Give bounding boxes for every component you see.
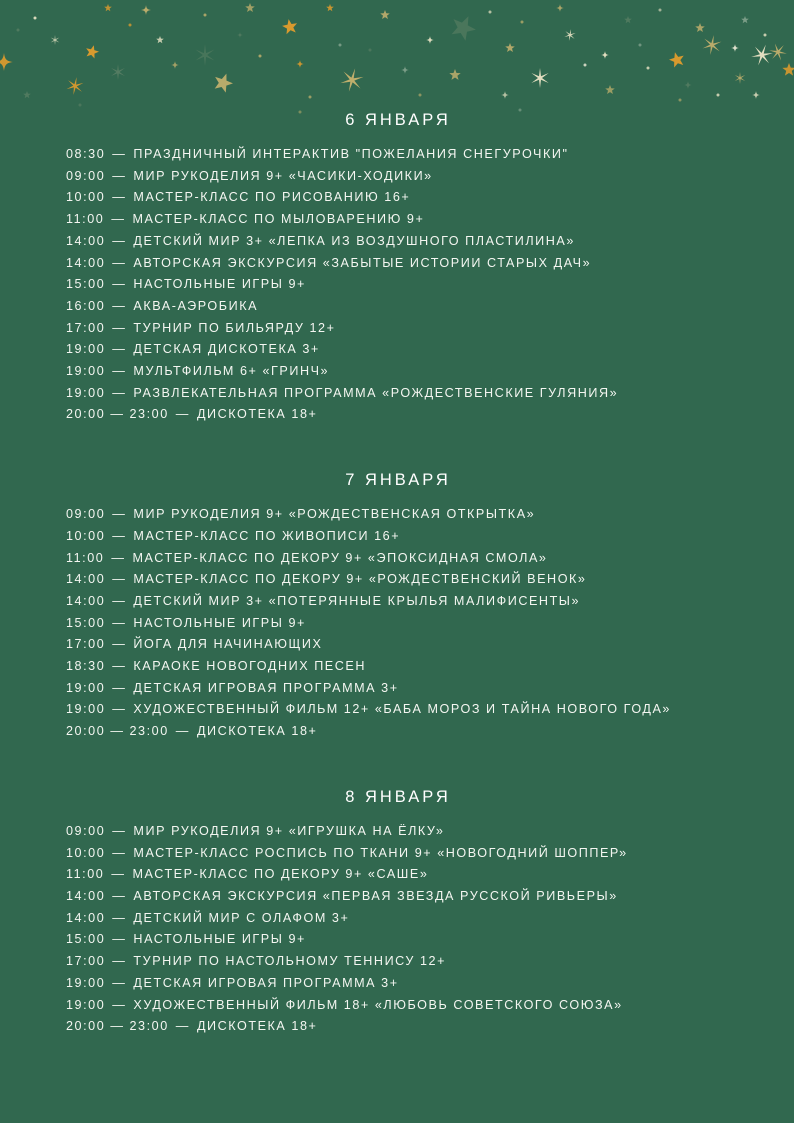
event-title: МАСТЕР-КЛАСС РОСПИСЬ ПО ТКАНИ 9+ «НОВОГОДНИЙ ШОППЕР»	[133, 845, 628, 860]
event-title: МАСТЕР-КЛАСС ПО РИСОВАНИЮ 16+	[133, 190, 411, 205]
event-row	[66, 526, 730, 548]
dash-separator: —	[111, 550, 126, 565]
event-row	[66, 929, 730, 951]
event-title: ПРАЗДНИЧНЫЙ ИНТЕРАКТИВ "ПОЖЕЛАНИЯ СНЕГУРОЧКИ"	[133, 147, 569, 161]
event-time: 14:00	[66, 593, 106, 608]
dash-separator: —	[112, 615, 127, 630]
event-row	[66, 613, 730, 635]
dash-separator: —	[112, 507, 127, 522]
event-title: ДЕТСКАЯ ДИСКОТЕКА 3+	[133, 342, 320, 357]
dash-separator: —	[112, 168, 127, 183]
event-title: ДИСКОТЕКА 18+	[196, 724, 318, 739]
event-title: МИР РУКОДЕЛИЯ 9+ «ЧАСИКИ-ХОДИКИ»	[133, 168, 433, 183]
dash-separator: —	[112, 637, 127, 652]
event-title: МАСТЕР-КЛАСС ПО ДЕКОРУ 9+ «ЭПОКСИДНАЯ СМОЛА»	[132, 550, 548, 565]
dash-separator: —	[175, 724, 190, 739]
event-row	[66, 253, 730, 275]
event-row	[66, 678, 730, 700]
event-row	[66, 504, 730, 526]
event-row	[66, 886, 730, 908]
event-row	[66, 274, 730, 296]
day-section	[66, 787, 730, 1038]
event-time: 10:00	[66, 845, 106, 860]
event-time: 19:00	[66, 997, 106, 1012]
event-time: 11:00	[66, 550, 105, 565]
day-title: 7 ЯНВАРЯ	[345, 471, 451, 490]
event-row	[66, 339, 730, 361]
event-row	[66, 166, 730, 188]
dash-separator: —	[112, 845, 127, 860]
event-time: 17:00	[66, 320, 106, 335]
event-title: АВТОРСКАЯ ЭКСКУРСИЯ «ЗАБЫТЫЕ ИСТОРИИ СТАРЫХ ДАЧ»	[133, 255, 592, 270]
event-title: АКВА-АЭРОБИКА	[133, 298, 259, 313]
dash-separator: —	[112, 320, 127, 335]
event-row	[66, 548, 730, 570]
event-row	[66, 843, 730, 865]
day-title: 6 ЯНВАРЯ	[345, 111, 451, 129]
event-title: МАСТЕР-КЛАСС ПО ЖИВОПИСИ 16+	[133, 528, 401, 543]
event-time: 10:00	[66, 190, 106, 205]
dash-separator: —	[112, 932, 127, 947]
event-title: ХУДОЖЕСТВЕННЫЙ ФИЛЬМ 18+ «ЛЮБОВЬ СОВЕТСКОГО СОЮЗА»	[133, 997, 623, 1012]
event-time: 11:00	[66, 867, 105, 882]
event-time: 15:00	[66, 615, 106, 630]
dash-separator: —	[112, 954, 127, 969]
dash-separator: —	[175, 407, 190, 422]
day-title: 8 ЯНВАРЯ	[345, 787, 451, 806]
event-row	[66, 144, 730, 166]
event-time: 19:00	[66, 364, 106, 379]
dash-separator: —	[112, 298, 127, 313]
event-row	[66, 404, 730, 426]
event-time: 15:00	[66, 277, 106, 292]
event-time: 14:00	[66, 255, 106, 270]
event-time: 14:00	[66, 888, 106, 903]
event-row	[66, 383, 730, 405]
event-time: 17:00	[66, 954, 106, 969]
event-time: 16:00	[66, 298, 106, 313]
event-title: ЙОГА ДЛЯ НАЧИНАЮЩИХ	[133, 637, 323, 652]
dash-separator: —	[112, 823, 127, 838]
event-row	[66, 187, 730, 209]
event-row	[66, 296, 730, 318]
event-title: ДИСКОТЕКА 18+	[196, 407, 318, 422]
dash-separator: —	[112, 680, 127, 695]
event-title: АВТОРСКАЯ ЭКСКУРСИЯ «ПЕРВАЯ ЗВЕЗДА РУССКОЙ РИВЬЕРЫ»	[133, 888, 618, 903]
dash-separator: —	[112, 702, 127, 717]
dash-separator: —	[112, 364, 127, 379]
dash-separator: —	[112, 255, 127, 270]
event-time: 15:00	[66, 932, 106, 947]
event-row	[66, 1016, 730, 1038]
event-list	[66, 144, 730, 426]
event-list	[66, 821, 730, 1038]
event-title: ДЕТСКАЯ ИГРОВАЯ ПРОГРАММА 3+	[133, 680, 399, 695]
dash-separator: —	[111, 212, 126, 227]
event-title: МИР РУКОДЕЛИЯ 9+ «РОЖДЕСТВЕНСКАЯ ОТКРЫТКА»	[133, 507, 536, 522]
event-time: 14:00	[66, 572, 106, 587]
event-title: ТУРНИР ПО БИЛЬЯРДУ 12+	[133, 320, 336, 335]
event-time: 09:00	[66, 823, 106, 838]
event-row	[66, 634, 730, 656]
event-title: НАСТОЛЬНЫЕ ИГРЫ 9+	[133, 277, 306, 292]
event-row	[66, 951, 730, 973]
event-list	[66, 504, 730, 743]
event-title: РАЗВЛЕКАТЕЛЬНАЯ ПРОГРАММА «РОЖДЕСТВЕНСКИЕ ГУЛЯНИЯ»	[133, 385, 619, 400]
dash-separator: —	[111, 867, 126, 882]
event-title: НАСТОЛЬНЫЕ ИГРЫ 9+	[133, 932, 306, 947]
event-row	[66, 699, 730, 721]
dash-separator: —	[112, 385, 127, 400]
event-time: 08:30	[66, 147, 106, 161]
event-time: 19:00	[66, 975, 106, 990]
dash-separator: —	[112, 593, 127, 608]
event-title: ДЕТСКАЯ ИГРОВАЯ ПРОГРАММА 3+	[133, 975, 399, 990]
event-row	[66, 995, 730, 1017]
dash-separator: —	[112, 997, 127, 1012]
day-section	[66, 470, 730, 743]
dash-separator: —	[112, 975, 127, 990]
event-row	[66, 864, 730, 886]
event-title: МАСТЕР-КЛАСС ПО ДЕКОРУ 9+ «САШЕ»	[132, 867, 429, 882]
event-row	[66, 908, 730, 930]
dash-separator: —	[112, 659, 127, 674]
event-title: ДЕТСКИЙ МИР 3+ «ЛЕПКА ИЗ ВОЗДУШНОГО ПЛАСТИЛИНА»	[133, 233, 575, 248]
dash-separator: —	[112, 147, 127, 161]
event-title: ХУДОЖЕСТВЕННЫЙ ФИЛЬМ 12+ «БАБА МОРОЗ И ТАЙНА НОВОГО ГОДА»	[133, 702, 671, 717]
event-title: МАСТЕР-КЛАСС ПО ДЕКОРУ 9+ «РОЖДЕСТВЕНСКИЙ ВЕНОК»	[133, 572, 587, 587]
event-title: ДЕТСКИЙ МИР 3+ «ПОТЕРЯННЫЕ КРЫЛЬЯ МАЛИФИСЕНТЫ»	[133, 593, 581, 608]
event-time: 14:00	[66, 233, 106, 248]
event-time: 18:30	[66, 659, 106, 674]
event-time: 11:00	[66, 212, 105, 227]
event-time: 17:00	[66, 637, 106, 652]
event-row	[66, 231, 730, 253]
event-row	[66, 821, 730, 843]
event-time: 09:00	[66, 168, 106, 183]
event-row	[66, 656, 730, 678]
event-time: 19:00	[66, 702, 106, 717]
event-title: НАСТОЛЬНЫЕ ИГРЫ 9+	[133, 615, 306, 630]
event-time: 14:00	[66, 910, 106, 925]
event-time: 10:00	[66, 528, 106, 543]
event-title: ТУРНИР ПО НАСТОЛЬНОМУ ТЕННИСУ 12+	[133, 954, 447, 969]
event-time: 09:00	[66, 507, 106, 522]
event-title: КАРАОКЕ НОВОГОДНИХ ПЕСЕН	[133, 659, 366, 674]
event-title: ДИСКОТЕКА 18+	[196, 1019, 318, 1034]
event-time: 20:00 — 23:00	[66, 407, 169, 422]
event-time: 20:00 — 23:00	[66, 1019, 169, 1034]
event-row	[66, 591, 730, 613]
event-time: 19:00	[66, 342, 106, 357]
event-title: МИР РУКОДЕЛИЯ 9+ «ИГРУШКА НА ЁЛКУ»	[133, 823, 445, 838]
event-row	[66, 569, 730, 591]
event-row	[66, 973, 730, 995]
event-title: ДЕТСКИЙ МИР С ОЛАФОМ 3+	[133, 910, 350, 925]
event-title: МАСТЕР-КЛАСС ПО МЫЛОВАРЕНИЮ 9+	[132, 212, 425, 227]
dash-separator: —	[112, 233, 127, 248]
day-section	[66, 110, 730, 426]
dash-separator: —	[112, 888, 127, 903]
event-row	[66, 209, 730, 231]
event-time: 19:00	[66, 385, 106, 400]
event-row	[66, 721, 730, 743]
dash-separator: —	[112, 190, 127, 205]
dash-separator: —	[112, 528, 127, 543]
dash-separator: —	[175, 1019, 190, 1034]
event-time: 20:00 — 23:00	[66, 724, 169, 739]
event-row	[66, 318, 730, 340]
event-row	[66, 361, 730, 383]
dash-separator: —	[112, 910, 127, 925]
dash-separator: —	[112, 342, 127, 357]
dash-separator: —	[112, 572, 127, 587]
dash-separator: —	[112, 277, 127, 292]
event-time: 19:00	[66, 680, 106, 695]
event-title: МУЛЬТФИЛЬМ 6+ «ГРИНЧ»	[133, 364, 330, 379]
